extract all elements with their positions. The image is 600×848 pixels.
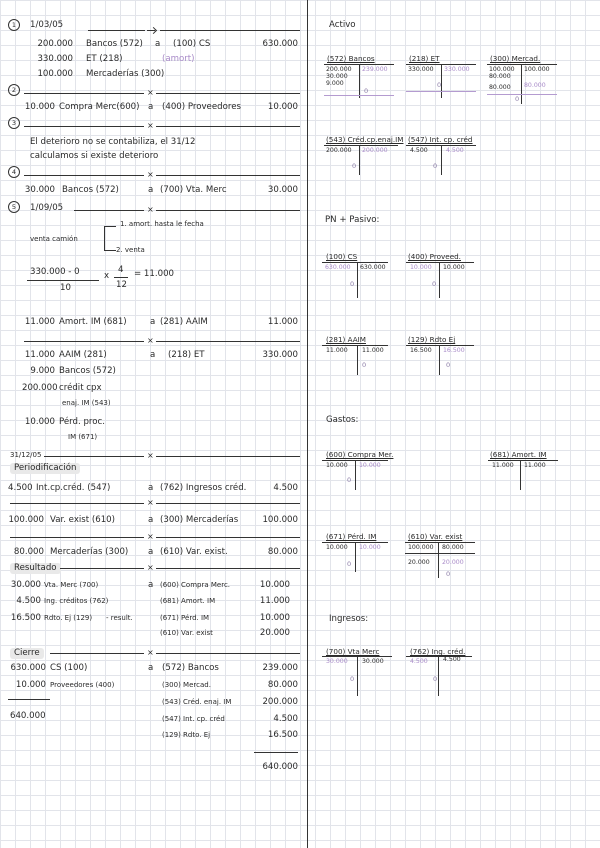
entry-5-calc-times: x xyxy=(104,271,110,281)
entry-7-credit-amount: 100.000 xyxy=(262,515,298,525)
entry-1-note: (amort) xyxy=(162,54,195,64)
gastos-title: Gastos: xyxy=(326,415,359,425)
closing-credit-account-5: (129) Rdto. Ej xyxy=(162,731,211,739)
amort-debe-1: 11.000 xyxy=(492,462,514,469)
entry-5-label: venta camión xyxy=(30,235,78,243)
entry-1-number: 1 xyxy=(8,19,20,31)
bancos-debe-3: 9.000 xyxy=(326,80,344,87)
entry-5-calc-fraction-numerator: 4 xyxy=(118,265,124,275)
closing-debit-account-2: Proveedores (400) xyxy=(50,681,115,689)
entry-2-credit-amount: 10.000 xyxy=(267,102,298,112)
rdto-debe-1: 16.500 xyxy=(410,347,432,354)
closing-debit-account-1: CS (100) xyxy=(50,663,88,673)
ingcred-title: (762) Ing. créd. xyxy=(410,647,466,656)
page-divider xyxy=(307,0,308,848)
bancos-saldo: 0 xyxy=(364,87,369,95)
closing-title: Cierre xyxy=(10,648,44,659)
et-debe-1: 330.000 xyxy=(408,66,434,73)
mercad-debe-1: 100.000 xyxy=(489,66,515,73)
bancos-debe-2: 30.000 xyxy=(326,73,348,80)
credcp-debe-1: 200.000 xyxy=(326,147,352,154)
entry-5-debit-amount-2: 9.000 xyxy=(30,366,55,376)
rdto-haber-1: 16.500 xyxy=(443,347,465,354)
var-title: (610) Var. exist xyxy=(408,532,463,541)
closing-connector: a xyxy=(148,663,154,673)
entry-3-line-2: calculamos si existe deterioro xyxy=(30,151,159,161)
credcp-haber-1: 200.000 xyxy=(362,147,388,154)
et-haber-1: 330.000 xyxy=(444,66,470,73)
result-debit-account-3: Rdto. Ej (129) xyxy=(44,614,93,622)
cs-title: (100) CS xyxy=(326,252,358,261)
var-haber-2: 20.000 xyxy=(442,559,464,566)
entry-1-debit-account-3: Mercaderías (300) xyxy=(86,69,165,79)
entry-5-amort-credit: (281) AAIM xyxy=(160,317,208,327)
entry-5-option-1: 1. amort. hasta le fecha xyxy=(120,220,204,228)
entry-7-debit-amount: 100.000 xyxy=(8,515,44,525)
compra-saldo: 0 xyxy=(347,476,352,484)
entry-3-line-1: El deterioro no se contabiliza, el 31/12 xyxy=(30,137,196,147)
entry-5-debit-account-2: Bancos (572) xyxy=(59,366,116,376)
cs-saldo: 0 xyxy=(350,280,355,288)
entry-1-debit-amount-3: 100.000 xyxy=(37,69,73,79)
result-credit-account-3: (671) Pérd. IM xyxy=(160,614,210,622)
compra-title: (600) Compra Mer. xyxy=(326,450,394,459)
var-haber-1: 80.000 xyxy=(442,544,464,551)
entry-5-amort-credit-amount: 11.000 xyxy=(267,317,298,327)
entry-5-amort-connector: a xyxy=(150,317,156,327)
rdto-saldo: 0 xyxy=(446,361,451,369)
closing-credit-amount-1: 239.000 xyxy=(262,663,298,673)
intcp-title: (547) Int. cp. créd xyxy=(408,135,473,144)
entry-7-credit-account: (300) Mercaderías xyxy=(160,515,239,525)
result-credit-amount-4: 20.000 xyxy=(259,628,290,638)
result-debit-account-1: Vta. Merc (700) xyxy=(44,581,99,589)
result-title: Resultado xyxy=(10,563,61,574)
aaim-debe-1: 11.000 xyxy=(326,347,348,354)
bancos-haber-1: 239.000 xyxy=(362,66,388,73)
aaim-haber-1: 11.000 xyxy=(362,347,384,354)
entry-3-number: 3 xyxy=(8,117,20,129)
cs-haber-1: 630.000 xyxy=(360,264,386,271)
entry-8-credit-amount: 80.000 xyxy=(267,547,298,557)
entry-5-calc-numerator: 330.000 - 0 xyxy=(30,267,80,277)
entry-1-date: 1/03/05 xyxy=(30,20,64,30)
entry-6-debit-account: Int.cp.créd. (547) xyxy=(36,483,111,493)
mercad-haber-1: 100.000 xyxy=(524,66,550,73)
entry-6-date: 31/12/05 xyxy=(10,451,42,459)
intcp-debe-1: 4.500 xyxy=(410,147,428,154)
var-saldo: 0 xyxy=(446,570,451,578)
entry-6-title: Periodificación xyxy=(10,463,80,474)
result-credit-account-4: (610) Var. exist xyxy=(160,629,213,637)
entry-6-credit-account: (762) Ingresos créd. xyxy=(160,483,247,493)
closing-debit-amount-2: 10.000 xyxy=(15,680,46,690)
perd-haber-1: 10.000 xyxy=(359,544,381,551)
entry-4-number: 4 xyxy=(8,166,20,178)
entry-7-connector: a xyxy=(148,515,154,525)
entry-1-debit-account-2: ET (218) xyxy=(86,54,123,64)
aaim-saldo: 0 xyxy=(362,361,367,369)
entry-5-calc-denominator: 10 xyxy=(60,283,71,293)
prov-haber-1: 10.000 xyxy=(443,264,465,271)
entry-7-debit-account: Var. exist (610) xyxy=(50,515,115,525)
bancos-title: (572) Bancos xyxy=(327,54,375,63)
entry-6-debit-amount: 4.500 xyxy=(8,483,33,493)
closing-credit-account-1: (572) Bancos xyxy=(162,663,219,673)
entry-5-debit-account-6: IM (671) xyxy=(68,433,98,441)
entry-2-debit-account: Compra Merc(600) xyxy=(59,102,140,112)
entry-1-debit-account-1: Bancos (572) xyxy=(86,39,143,49)
closing-credit-amount-2: 80.000 xyxy=(267,680,298,690)
result-connector: a xyxy=(148,580,154,590)
compra-haber-1: 10.000 xyxy=(359,462,381,469)
entry-5-debit-amount-5: 10.000 xyxy=(24,417,55,427)
entry-5-debit-account-1: AAIM (281) xyxy=(59,350,107,360)
entry-5-credit-account: (218) ET xyxy=(168,350,205,360)
entry-2-number: 2 xyxy=(8,84,20,96)
entry-4-debit-account: Bancos (572) xyxy=(62,185,119,195)
entry-1-connector: a xyxy=(155,39,161,49)
entry-8-credit-account: (610) Var. exist. xyxy=(160,547,228,557)
et-saldo: 0 xyxy=(437,81,442,89)
result-debit-note: - result. xyxy=(106,614,133,622)
entry-2-debit-amount: 10.000 xyxy=(24,102,55,112)
rdto-title: (129) Rdto Ej xyxy=(408,335,456,344)
bancos-debe-1: 200.000 xyxy=(326,66,352,73)
closing-credit-account-4: (547) Int. cp. créd xyxy=(162,715,225,723)
result-credit-account-2: (681) Amort. IM xyxy=(160,597,216,605)
result-credit-amount-3: 10.000 xyxy=(259,613,290,623)
result-debit-amount-3: 16.500 xyxy=(10,613,41,623)
activo-title: Activo xyxy=(329,20,356,30)
result-debit-amount-2: 4.500 xyxy=(16,596,41,606)
var-debe-2: 20.000 xyxy=(408,559,430,566)
ingcred-debe-1: 4.500 xyxy=(410,658,428,665)
entry-4-credit-account: (700) Vta. Merc xyxy=(160,185,227,195)
entry-5-debit-account-3: crédit cpx xyxy=(59,383,102,393)
vta-saldo: 0 xyxy=(350,675,355,683)
entry-1-debit-amount-2: 330.000 xyxy=(37,54,73,64)
entry-5-debit-account-4: enaj. IM (543) xyxy=(62,399,111,407)
entry-5-option-2: 2. venta xyxy=(116,246,145,254)
closing-credit-amount-3: 200.000 xyxy=(262,697,298,707)
entry-6-credit-amount: 4.500 xyxy=(273,483,298,493)
prov-saldo: 0 xyxy=(432,280,437,288)
vta-debe-1: 30.000 xyxy=(326,658,348,665)
entry-5-calc-fraction-denominator: 12 xyxy=(116,280,127,290)
closing-credit-amount-4: 4.500 xyxy=(273,714,298,724)
closing-credit-amount-5: 16.500 xyxy=(267,730,298,740)
ingcred-saldo: 0 xyxy=(433,675,438,683)
vta-title: (700) Vta Merc xyxy=(326,647,380,656)
entry-5-amort-amount: 11.000 xyxy=(24,317,55,327)
credcp-title: (543) Créd.cp.enaj.IM xyxy=(326,135,404,144)
closing-credit-account-3: (543) Créd. enaj. IM xyxy=(162,698,232,706)
entry-1-debit-amount-1: 200.000 xyxy=(37,39,73,49)
result-credit-amount-1: 10.000 xyxy=(259,580,290,590)
entry-5-amort-debit: Amort. IM (681) xyxy=(59,317,127,327)
entry-8-connector: a xyxy=(148,547,154,557)
ingcred-haber-1: 4.500 xyxy=(443,656,461,663)
result-debit-amount-1: 30.000 xyxy=(10,580,41,590)
amort-title: (681) Amort. IM xyxy=(490,450,547,459)
result-credit-amount-2: 11.000 xyxy=(259,596,290,606)
mercad-saldo: 0 xyxy=(515,95,520,103)
entry-5-number: 5 xyxy=(8,201,20,213)
entry-1-credit-amount: 630.000 xyxy=(262,39,298,49)
cs-debe-1: 630.000 xyxy=(325,264,351,271)
closing-debit-total: 640.000 xyxy=(10,711,46,721)
pn-title: PN + Pasivo: xyxy=(325,215,380,225)
prov-debe-1: 10.000 xyxy=(410,264,432,271)
entry-5-debit-amount-1: 11.000 xyxy=(24,350,55,360)
mercad-debe-2: 80.000 xyxy=(489,73,511,80)
aaim-title: (281) AAIM xyxy=(326,335,366,344)
entry-5-credit-amount: 330.000 xyxy=(262,350,298,360)
mercad-debe-3: 80.000 xyxy=(489,84,511,91)
vta-haber-1: 30.000 xyxy=(362,658,384,665)
credcp-saldo: 0 xyxy=(352,162,357,170)
closing-credit-total: 640.000 xyxy=(262,762,298,772)
entry-4-credit-amount: 30.000 xyxy=(267,185,298,195)
ingresos-title: Ingresos: xyxy=(329,614,369,624)
entry-5-connector: a xyxy=(150,350,156,360)
entry-5-calc-result: = 11.000 xyxy=(134,269,175,279)
entry-2-credit-account: (400) Proveedores xyxy=(162,102,241,112)
result-debit-account-2: Ing. créditos (762) xyxy=(44,597,109,605)
entry-5-date: 1/09/05 xyxy=(30,203,64,213)
compra-debe-1: 10.000 xyxy=(326,462,348,469)
var-debe-1: 100.000 xyxy=(408,544,434,551)
perd-saldo: 0 xyxy=(347,560,352,568)
intcp-saldo: 0 xyxy=(433,162,438,170)
amort-haber-1: 11.000 xyxy=(524,462,546,469)
entry-2-connector: a xyxy=(148,102,154,112)
entry-8-debit-amount: 80.000 xyxy=(13,547,44,557)
closing-credit-account-2: (300) Mercad. xyxy=(162,681,211,689)
intcp-haber-1: 4.500 xyxy=(446,147,464,154)
perd-title: (671) Pérd. IM xyxy=(326,532,377,541)
entry-4-connector: a xyxy=(148,185,154,195)
entry-5-debit-amount-3: 200.000 xyxy=(22,383,58,393)
entry-4-debit-amount: 30.000 xyxy=(24,185,55,195)
result-credit-account-1: (600) Compra Merc. xyxy=(160,581,231,589)
closing-debit-amount-1: 630.000 xyxy=(10,663,46,673)
et-title: (218) ET xyxy=(409,54,440,63)
entry-5-debit-account-5: Pérd. proc. xyxy=(59,417,105,427)
mercad-haber-2: 80.000 xyxy=(524,82,546,89)
entry-8-debit-account: Mercaderías (300) xyxy=(50,547,129,557)
entry-6-connector: a xyxy=(148,483,154,493)
prov-title: (400) Proveed. xyxy=(408,252,461,261)
perd-debe-1: 10.000 xyxy=(326,544,348,551)
entry-1-credit-account: (100) CS xyxy=(173,39,211,49)
mercad-title: (300) Mercad. xyxy=(490,54,541,63)
